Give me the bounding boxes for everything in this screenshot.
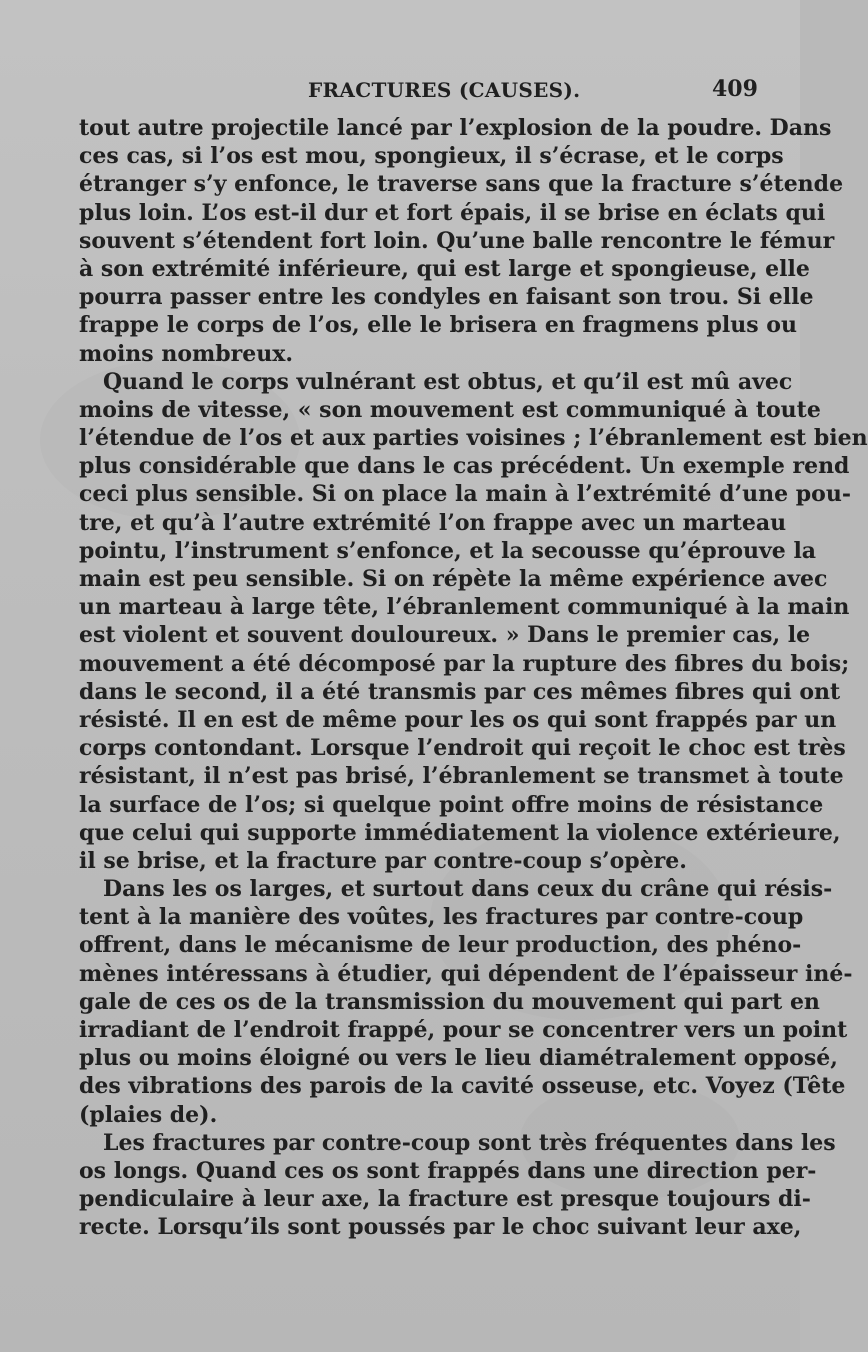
- text-line: Dans les os larges, et surtout dans ceux du crâne qui résis-: [103, 876, 833, 903]
- text-line: à son extrémité inférieure, qui est large et spongieuse, elle: [79, 255, 810, 282]
- text-line: la surface de l’os; si quelque point offre moins de résistance: [79, 791, 824, 818]
- text-line: tre, et qu’à l’autre extrémité l’on frappe avec un marteau: [79, 509, 787, 536]
- page-number: 409: [712, 76, 758, 102]
- text-line: plus ou moins éloigné ou vers le lieu diamétralement opposé,: [79, 1045, 838, 1072]
- text-line: main est peu sensible. Si on répète la même expérience avec: [79, 566, 828, 592]
- text-line: gale de ces os de la transmission du mouvement qui part en: [79, 988, 820, 1015]
- text-line: souvent s’étendent fort loin. Qu’une balle rencontre le fémur: [79, 227, 835, 254]
- text-line: des vibrations des parois de la cavité osseuse, etc. Voyez (Tête: [79, 1073, 846, 1100]
- text-line: offrent, dans le mécanisme de leur production, des phéno-: [79, 932, 802, 959]
- text-line: résistant, il n’est pas brisé, l’ébranlement se transmet à toute: [79, 763, 844, 790]
- text-line: l’étendue de l’os et aux parties voisines ; l’ébranlement est bien: [79, 425, 868, 452]
- text-line: plus considérable que dans le cas précédent. Un exemple rend: [79, 453, 850, 480]
- text-line: est violent et souvent douloureux. » Dans le premier cas, le: [79, 622, 811, 649]
- text-line: dans le second, il a été transmis par ces mêmes fibres qui ont: [79, 678, 841, 705]
- text-line: résisté. Il en est de même pour les os qui sont frappés par un: [79, 706, 837, 733]
- text-line: (plaies de).: [79, 1101, 218, 1128]
- text-line: pointu, l’instrument s’enfonce, et la secousse qu’éprouve la: [79, 537, 817, 564]
- text-line: os longs. Quand ces os sont frappés dans une direction per-: [79, 1157, 817, 1184]
- running-head: [0, 76, 800, 106]
- text-line: pendiculaire à leur axe, la fracture est presque toujours di-: [79, 1186, 811, 1213]
- text-line: ceci plus sensible. Si on place la main à l’extrémité d’une pou-: [79, 481, 851, 508]
- text-line: frappe le corps de l’os, elle le brisera en fragmens plus ou: [79, 312, 797, 339]
- text-line: corps contondant. Lorsque l’endroit qui reçoit le choc est très: [79, 735, 846, 762]
- text-line: étranger s’y enfonce, le traverse sans que la fracture s’étende: [79, 171, 844, 198]
- text-line: que celui qui supporte immédiatement la violence extérieure,: [79, 819, 841, 846]
- text-line: un marteau à large tête, l’ébranlement communiqué à la main: [79, 594, 850, 621]
- text-line: il se brise, et la fracture par contre-coup s’opère.: [79, 847, 687, 874]
- text-line: mènes intéressans à étudier, qui dépendent de l’épaisseur iné-: [79, 960, 853, 987]
- text-line: pourra passer entre les condyles en faisant son trou. Si elle: [79, 284, 814, 311]
- text-line: Quand le corps vulnérant est obtus, et qu’il est mû avec: [103, 368, 793, 395]
- text-line: Les fractures par contre-coup sont très fréquentes dans les: [103, 1129, 836, 1156]
- text-line: irradiant de l’endroit frappé, pour se concentrer vers un point: [79, 1017, 848, 1043]
- text-line: mouvement a été décomposé par la rupture des fibres du bois;: [79, 650, 850, 677]
- text-line: tent à la manière des voûtes, les fractures par contre-coup: [79, 904, 804, 931]
- text-line: moins de vitesse, « son mouvement est communiqué à toute: [79, 396, 821, 423]
- text-line: moins nombreux.: [79, 340, 294, 367]
- text-line: plus loin. L’os est-il dur et fort épais, il se brise en éclats qui: [79, 199, 826, 226]
- running-title: FRACTURES (CAUSES).: [308, 78, 581, 102]
- text-line: ces cas, si l’os est mou, spongieux, il s’écrase, et le corps: [79, 143, 784, 170]
- text-line: tout autre projectile lancé par l’explosion de la poudre. Dans: [79, 115, 832, 141]
- body-text: [79, 114, 868, 1242]
- text-line: recte. Lorsqu’ils sont poussés par le choc suivant leur axe,: [79, 1214, 802, 1241]
